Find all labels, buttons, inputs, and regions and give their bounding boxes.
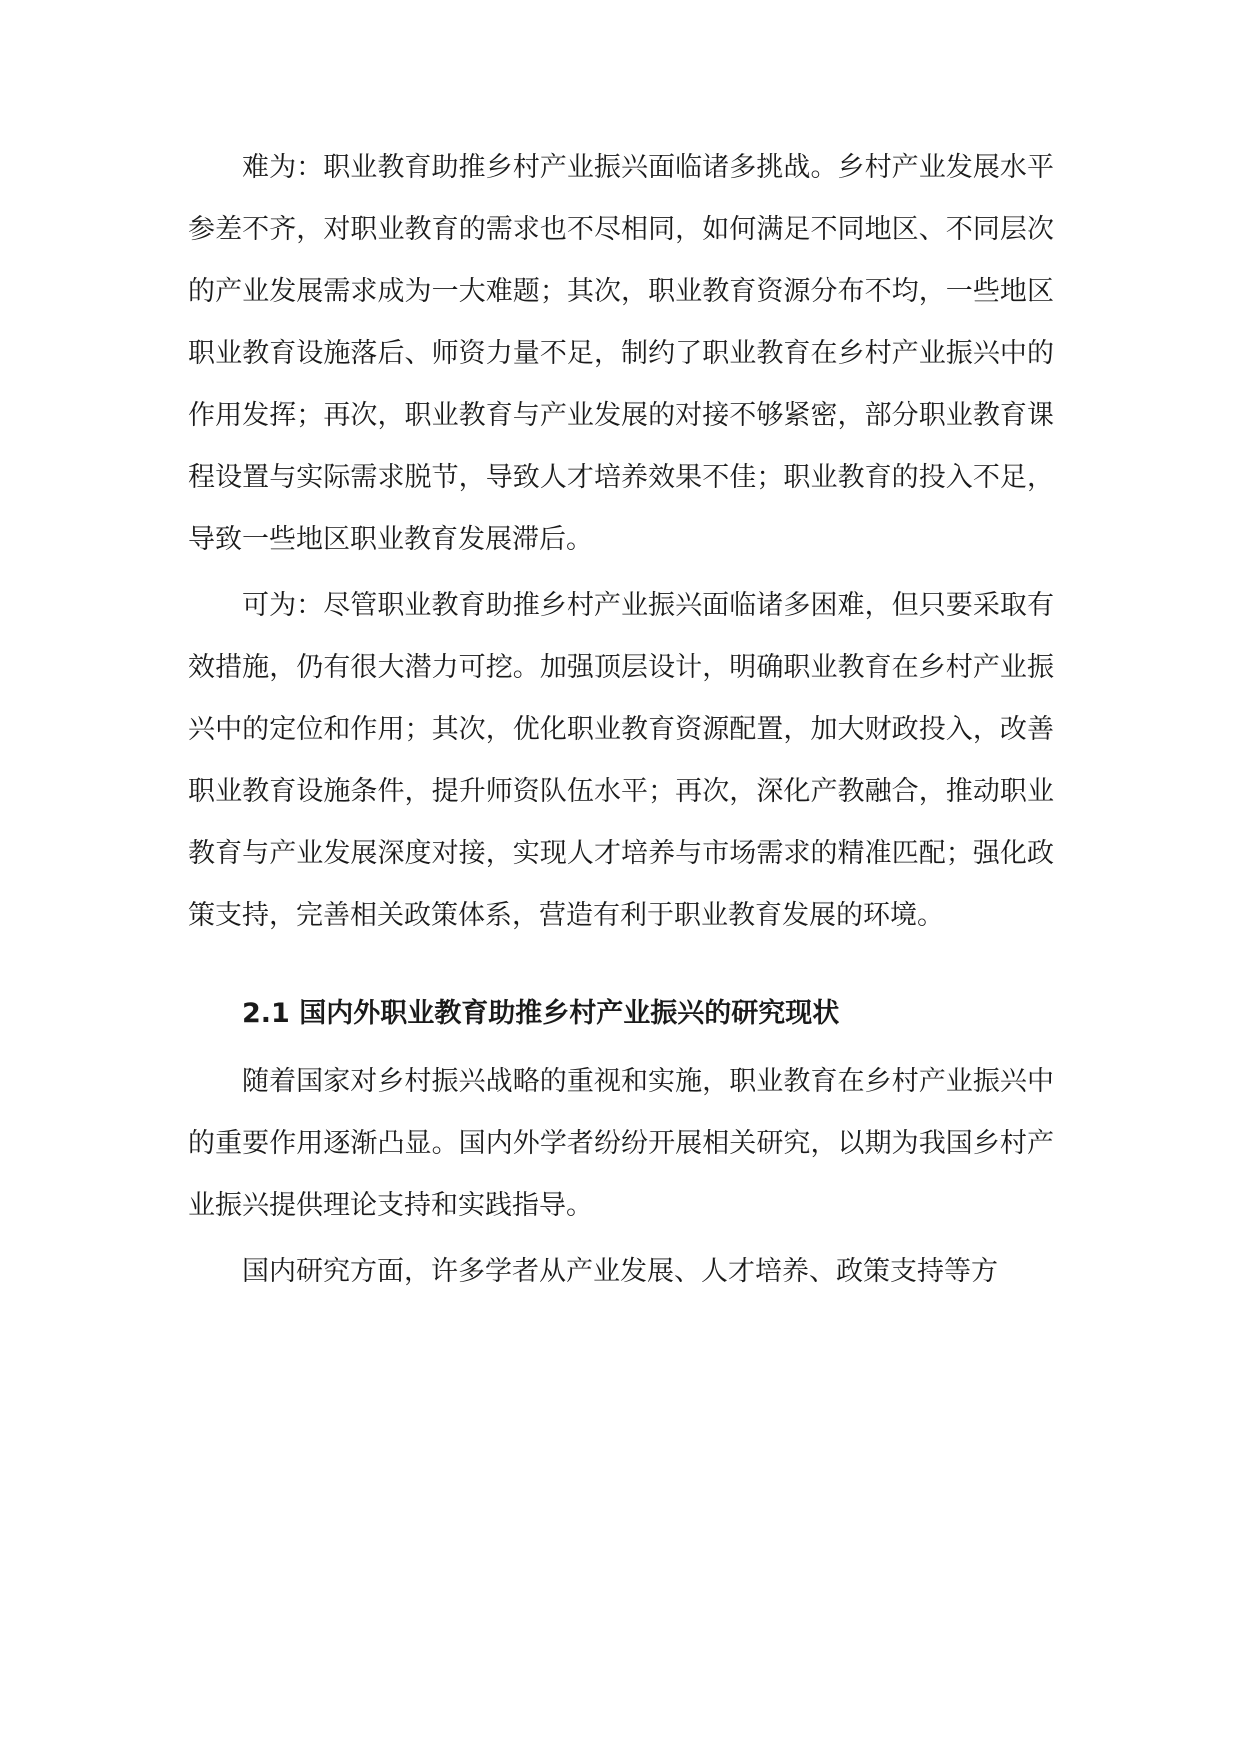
section-heading: 2.1 国内外职业教育助推乡村产业振兴的研究现状 (242, 998, 840, 1029)
paragraph-domestic-research: 国内研究方面，许多学者从产业发展、人才培养、政策支持等方 (242, 1256, 998, 1287)
document-page (188, 137, 1054, 1303)
paragraph-research-intro: 随着国家对乡村振兴战略的重视和实施，职业教育在乡村产业振兴中的重要作用逐渐凸显。国内外学者纷纷开展相关研究，以期为我国乡村产业振兴提供理论支持和实践指导。 (188, 1066, 1054, 1221)
paragraph-difficulties: 难为：职业教育助推乡村产业振兴面临诸多挑战。乡村产业发展水平参差不齐，对职业教育的需求也不尽相同，如何满足不同地区、不同层次的产业发展需求成为一大难题；其次，职业教育资源分布不均，一些地区职业教育设施落后、师资力量不足，制约了职业教育在乡村产业振兴中的作用发挥；再次，职业教育与产业发展的对接不够紧密，部分职业教育课程设置与实际需求脱节，导致人才培养效果不佳；职业教育的投入不足，导致一些地区职业教育发展滞后。 (188, 152, 1054, 555)
paragraph-possibilities: 可为：尽管职业教育助推乡村产业振兴面临诸多困难，但只要采取有效措施，仍有很大潜力可挖。加强顶层设计，明确职业教育在乡村产业振兴中的定位和作用；其次，优化职业教育资源配置，加大财政投入，改善职业教育设施条件，提升师资队伍水平；再次，深化产教融合，推动职业教育与产业发展深度对接，实现人才培养与市场需求的精准匹配；强化政策支持，完善相关政策体系，营造有利于职业教育发展的环境。 (188, 590, 1054, 931)
